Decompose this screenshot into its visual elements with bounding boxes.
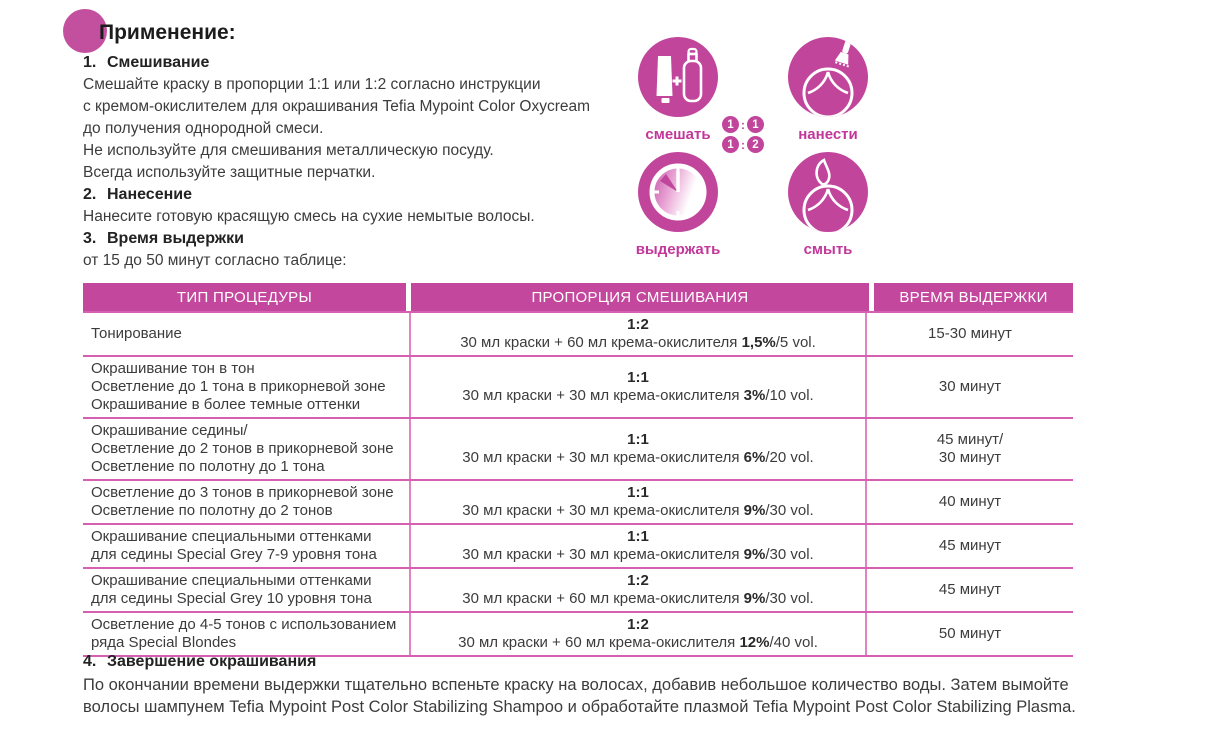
time-cell bbox=[867, 613, 1073, 655]
paragraph-line: Нанесите готовую красящую смесь на сухие немытые волосы. bbox=[83, 208, 535, 225]
table-row bbox=[83, 417, 1073, 479]
ratio-right-badge: 1 bbox=[747, 116, 764, 133]
procedure-cell bbox=[83, 419, 409, 479]
step-paragraph bbox=[83, 250, 648, 272]
mix-percent: 6% bbox=[743, 449, 766, 466]
completion-line: По окончании времени выдержки тщательно вспеньте краску на волосах, добавив небольшое количество воды. Затем вымойте bbox=[83, 676, 1069, 694]
table-row bbox=[83, 567, 1073, 611]
table-body bbox=[83, 311, 1073, 657]
mix-volume: /10 vol. bbox=[765, 387, 814, 404]
time-cell bbox=[867, 481, 1073, 523]
procedure-line: Осветление по полотну до 1 тона bbox=[91, 458, 325, 475]
step-title bbox=[83, 228, 648, 250]
procedure-line: Окрашивание специальными оттенками bbox=[91, 572, 372, 589]
procedure-line: Осветление по полотну до 2 тонов bbox=[91, 502, 333, 519]
mix-ratio: 1:1 bbox=[627, 369, 649, 386]
procedure-line: Осветление до 2 тонов в прикорневой зоне bbox=[91, 440, 394, 457]
paragraph-line: Всегда используйте защитные перчатки. bbox=[83, 164, 376, 181]
mix-percent: 12% bbox=[739, 634, 770, 651]
mix-description bbox=[460, 334, 816, 352]
page-title: Применение: bbox=[99, 21, 236, 44]
completion-line: волосы шампунем Tefia Mypoint Post Color Stabilizing Shampoo и обработайте плазмой Tefia Mypoint Post Color Stabilizing Plasma. bbox=[83, 698, 1076, 716]
paragraph-line: от 15 до 50 минут согласно таблице: bbox=[83, 252, 347, 269]
mix-percent: 9% bbox=[743, 546, 766, 563]
procedure-line: Осветление до 1 тона в прикорневой зоне bbox=[91, 378, 386, 395]
mix-description bbox=[462, 449, 813, 467]
procedure-line: для седины Special Grey 10 уровня тона bbox=[91, 590, 372, 607]
time-line: 30 минут bbox=[938, 449, 1002, 466]
time-line: 50 минут bbox=[938, 625, 1002, 642]
mix-description bbox=[458, 634, 818, 652]
mix-text: 30 мл краски + 60 мл крема-окислителя bbox=[460, 334, 742, 351]
procedure-line: Осветление до 3 тонов в прикорневой зоне bbox=[91, 484, 394, 501]
time-cell bbox=[867, 313, 1073, 355]
rinse-icon-label: смыть bbox=[803, 241, 853, 258]
step-title bbox=[83, 52, 648, 74]
step-number: 3. bbox=[83, 230, 97, 247]
mix-text: 30 мл краски + 60 мл крема-окислителя bbox=[462, 590, 744, 607]
mix-description bbox=[462, 546, 813, 564]
procedure-line: Окрашивание в более темные оттенки bbox=[91, 396, 361, 413]
mix-proportion-cell bbox=[409, 313, 867, 355]
mix-proportion-cell bbox=[409, 525, 867, 567]
step-paragraph bbox=[83, 140, 648, 162]
mix-text: 30 мл краски + 30 мл крема-окислителя bbox=[462, 449, 744, 466]
mix-proportion-cell bbox=[409, 481, 867, 523]
time-line: 45 минут bbox=[938, 581, 1002, 598]
time-cell bbox=[867, 419, 1073, 479]
mix-proportion-cell bbox=[409, 419, 867, 479]
mix-ratio: 1:2 bbox=[627, 316, 649, 333]
mix-ratio: 1:1 bbox=[627, 431, 649, 448]
time-line: 15-30 минут bbox=[928, 325, 1012, 342]
mix-text: 30 мл краски + 30 мл крема-окислителя bbox=[462, 387, 744, 404]
table-header-cell: ВРЕМЯ ВЫДЕРЖКИ bbox=[874, 283, 1073, 311]
table-header-cell: ТИП ПРОЦЕДУРЫ bbox=[83, 283, 406, 311]
mix-description bbox=[462, 502, 813, 520]
procedure-line: для седины Special Grey 7-9 уровня тона bbox=[91, 546, 377, 563]
mix-percent: 3% bbox=[743, 387, 766, 404]
mix-proportion-cell bbox=[409, 613, 867, 655]
rinse-icon bbox=[788, 152, 868, 232]
procedure-cell bbox=[83, 313, 409, 355]
procedure-line: Тонирование bbox=[91, 325, 182, 342]
table-header-cell: ПРОПОРЦИЯ СМЕШИВАНИЯ bbox=[411, 283, 869, 311]
ratio-left-badge: 1 bbox=[722, 136, 739, 153]
mix-volume: /20 vol. bbox=[765, 449, 814, 466]
step-paragraph bbox=[83, 162, 648, 184]
procedure-cell bbox=[83, 525, 409, 567]
hold-icon bbox=[638, 152, 718, 232]
time-line: 45 минут/ bbox=[936, 431, 1004, 448]
hold-icon-label: выдержать bbox=[635, 241, 721, 258]
mix-text: 30 мл краски + 30 мл крема-окислителя bbox=[462, 546, 744, 563]
mix-percent: 9% bbox=[743, 502, 766, 519]
time-line: 30 минут bbox=[938, 378, 1002, 395]
step-number: 1. bbox=[83, 54, 97, 71]
ratio-right-badge: 2 bbox=[747, 136, 764, 153]
apply-icon bbox=[788, 37, 868, 117]
steps-list bbox=[83, 52, 648, 272]
mix-volume: /30 vol. bbox=[765, 546, 814, 563]
mix-description bbox=[462, 590, 813, 608]
mix-ratio: 1:2 bbox=[627, 572, 649, 589]
paragraph-line: до получения однородной смеси. bbox=[83, 120, 324, 137]
procedure-cell bbox=[83, 569, 409, 611]
completion-text bbox=[83, 674, 1208, 718]
mix-volume: /5 vol. bbox=[775, 334, 816, 351]
table-row bbox=[83, 355, 1073, 417]
procedure-line: Окрашивание тон в тон bbox=[91, 360, 255, 377]
paragraph-line: Смешайте краску в пропорции 1:1 или 1:2 согласно инструкции bbox=[83, 76, 541, 93]
time-cell bbox=[867, 357, 1073, 417]
step-paragraph bbox=[83, 74, 648, 140]
mix-proportion-cell bbox=[409, 569, 867, 611]
procedure-table bbox=[83, 283, 1073, 657]
procedure-line: Окрашивание специальными оттенками bbox=[91, 528, 372, 545]
completion-number: 4. bbox=[83, 653, 97, 670]
mix-proportion-cell bbox=[409, 357, 867, 417]
step-title bbox=[83, 184, 648, 206]
paragraph-line: с кремом-окислителем для окрашивания Tefia Mypoint Color Oxycream bbox=[83, 98, 591, 115]
procedure-line: Окрашивание седины/ bbox=[91, 422, 248, 439]
apply-icon-label: нанести bbox=[798, 126, 858, 143]
completion-title bbox=[83, 653, 1208, 671]
mix-text: 30 мл краски + 30 мл крема-окислителя bbox=[462, 502, 744, 519]
mix-ratio: 1:2 bbox=[627, 616, 649, 633]
table-row bbox=[83, 311, 1073, 355]
table-row bbox=[83, 479, 1073, 523]
procedure-line: ряда Special Blondes bbox=[91, 634, 237, 651]
mix-ratio: 1:1 bbox=[627, 528, 649, 545]
step-number: 2. bbox=[83, 186, 97, 203]
procedure-cell bbox=[83, 613, 409, 655]
mix-volume: /30 vol. bbox=[765, 590, 814, 607]
step-paragraph bbox=[83, 206, 648, 228]
time-line: 40 минут bbox=[938, 493, 1002, 510]
completion-section bbox=[83, 653, 1208, 718]
completion-title-text: Завершение окрашивания bbox=[107, 653, 317, 670]
mix-ratio: 1:1 bbox=[627, 484, 649, 501]
mix-percent: 1,5% bbox=[741, 334, 776, 351]
table-header-row bbox=[83, 283, 1073, 311]
time-cell bbox=[867, 569, 1073, 611]
mix-text: 30 мл краски + 60 мл крема-окислителя bbox=[458, 634, 740, 651]
paragraph-line: Не используйте для смешивания металлическую посуду. bbox=[83, 142, 494, 159]
ratio-colon: : bbox=[741, 117, 745, 132]
mix-volume: /40 vol. bbox=[769, 634, 818, 651]
ratio-left-badge: 1 bbox=[722, 116, 739, 133]
procedure-cell bbox=[83, 357, 409, 417]
time-line: 45 минут bbox=[938, 537, 1002, 554]
mix-volume: /30 vol. bbox=[765, 502, 814, 519]
step-title-text: Нанесение bbox=[107, 186, 192, 203]
mix-description bbox=[462, 387, 813, 405]
procedure-line: Осветление до 4-5 тонов с использованием bbox=[91, 616, 397, 633]
table-row bbox=[83, 523, 1073, 567]
procedure-cell bbox=[83, 481, 409, 523]
ratio-colon: : bbox=[741, 137, 745, 152]
mix-icon bbox=[638, 37, 718, 117]
mix-icon-label: смешать bbox=[645, 126, 711, 143]
table-row bbox=[83, 611, 1073, 655]
step-title-text: Смешивание bbox=[107, 54, 210, 71]
time-cell bbox=[867, 525, 1073, 567]
step-title-text: Время выдержки bbox=[107, 230, 244, 247]
mix-percent: 9% bbox=[743, 590, 766, 607]
